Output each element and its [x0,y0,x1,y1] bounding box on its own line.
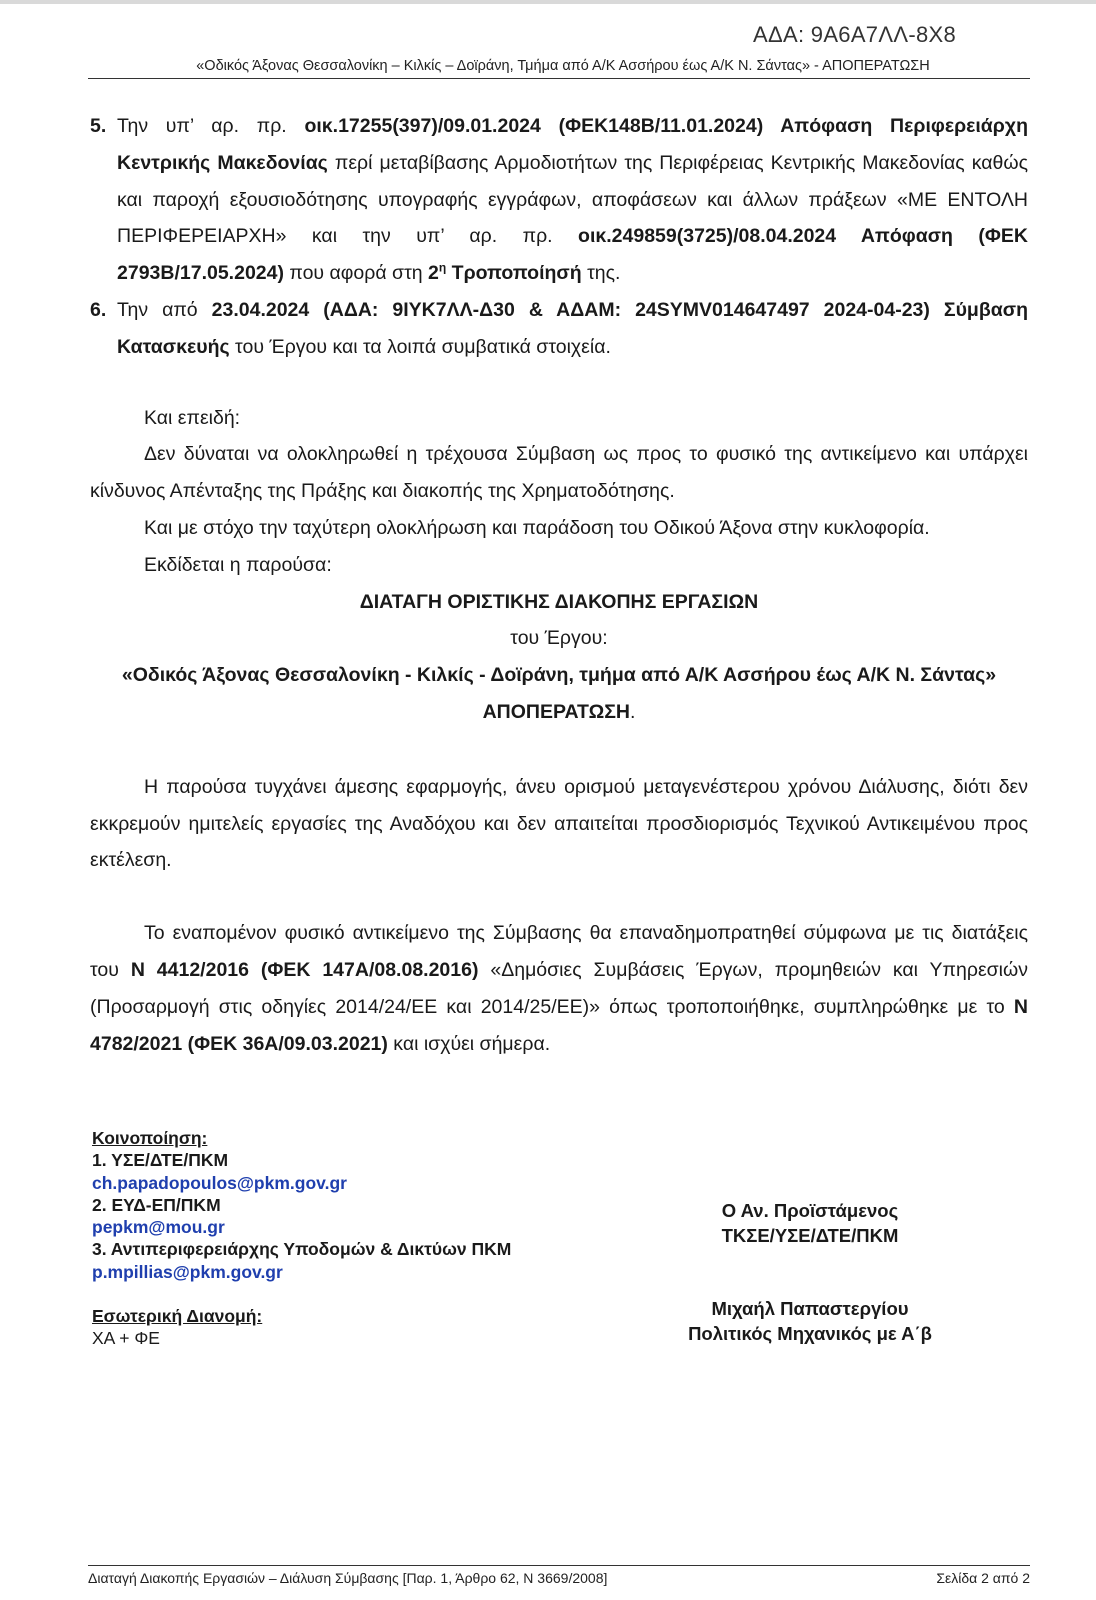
application-paragraph: Η παρούσα τυγχάνει άμεσης εφαρμογής, άνευ ορισμού μεταγενέστερου χρόνου Διάλυσης, διότι δεν εκκρεμούν ημιτελείς εργασίες της Αναδόχου και δεν απαιτείται προσδιορισμός Τεχνικού Αντικειμένου προς εκτέλεση. [90,775,1028,872]
footer-document-title: Διαταγή Διακοπής Εργασιών – Διάλυση Σύμβασης [Παρ. 1, Άρθρο 62, Ν 3669/2008] [88,1570,608,1586]
footer-divider [88,1565,1030,1566]
text-segment: και ισχύει σήμερα. [387,1032,551,1055]
bold-text-segment: Ν 4782/2021 (ΦΕΚ 36Α/09.03.2021) [90,995,1028,1055]
notification-heading: Κοινοποίηση: [92,1128,208,1148]
item-number: 6. [90,298,107,321]
project-name-end: . [630,700,636,723]
text-segment: περί μεταβίβασης Αρμοδιοτήτων της Περιφέρειας Κεντρικής Μακεδονίας καθώς και παροχή εξουσιοδότησης υπογραφής εγγράφων, αποφάσεων και άλλων πράξεων «ΜΕ ΕΝΤΟΛΗ ΠΕΡΙΦΕΡΕΙΑΡΧΗ» και την υπ’ αρ. πρ. [117,151,1028,248]
recipient-1: 1. ΥΣΕ/ΔΤΕ/ΠΚΜ [92,1150,229,1171]
bold-text-segment: η [438,260,447,275]
order-title: ΔΙΑΤΑΓΗ ΟΡΙΣΤΙΚΗΣ ΔΙΑΚΟΠΗΣ ΕΡΓΑΣΙΩΝ [359,590,759,613]
bold-text-segment: οικ.17255(397)/09.01.2024 (ΦΕΚ148Β/11.01.2024) Απόφαση Περιφερειάρχη Κεντρικής Μακεδονίας [117,115,1028,174]
item-text [117,292,1028,366]
list-item [90,108,1028,292]
document-body [90,108,1028,1062]
text-segment: της. [581,262,621,285]
list-item [90,292,1028,366]
recipient-3-email[interactable]: p.mpillias@pkm.gov.gr [92,1261,283,1282]
text-segment: Την από [117,298,212,321]
project-name: «Οδικός Άξονας Θεσσαλονίκη - Κιλκίς - Δοϊράνη, τμήμα από Α/Κ Ασσήρου έως Α/Κ Ν. Σάντας» ΑΠΟΠΕΡΑΤΩΣΗ [121,664,997,723]
recipient-3: 3. Αντιπεριφερειάρχης Υποδομών & Δικτύων ΠΚΜ [92,1239,512,1260]
internal-distribution-heading: Εσωτερική Διανομή: [92,1306,263,1327]
reauction-paragraph [90,915,1028,1062]
bold-text-segment: Τροποποίησή [446,262,582,285]
bold-text-segment: οικ.249859(3725)/08.04.2024 Απόφαση (ΦΕΚ 2793Β/17.05.2024) [117,225,1028,285]
header-subtitle: «Οδικός Άξονας Θεσσαλονίκη – Κιλκίς – Δοϊράνη, Τμήμα από Α/Κ Ασσήρου έως Α/Κ Ν. Σάντας» - ΑΠΟΠΕΡΑΤΩΣΗ [196,58,930,74]
signature-role-2: ΤΚΣΕ/ΥΣΕ/ΔΤΕ/ΠΚΜ [721,1225,899,1246]
recipient-2: 2. ΕΥΔ-ΕΠ/ΠΚΜ [92,1194,221,1215]
reason-paragraph-2: Και με στόχο την ταχύτερη ολοκλήρωση και παράδοση του Οδικού Άξονα στην κυκλοφορία. [144,516,930,539]
bold-text-segment: 2 [428,262,439,285]
recipient-2-email[interactable]: pepkm@mou.gr [92,1217,225,1238]
item-text [117,108,1028,292]
signature-role-1: Ο Αν. Προϊστάμενος [721,1200,899,1221]
issued-label: Εκδίδεται η παρούσα: [144,553,332,576]
signatory-title: Πολιτικός Μηχανικός με Α΄β [688,1323,932,1344]
of-project-label: του Έργου: [510,627,608,650]
signature-role-block [660,1198,960,1248]
text-segment: που αφορά στη [283,262,429,285]
ada-code: ΑΔΑ: 9Α6Α7ΛΛ-8Χ8 [753,22,956,47]
page-number: Σελίδα 2 από 2 [936,1570,1030,1586]
text-segment: του Έργου και τα λοιπά συμβατικά στοιχεία. [229,335,611,358]
page-footer [88,1570,1030,1586]
signatory-name: Μιχαήλ Παπαστεργίου [711,1298,909,1319]
item-number: 5. [90,115,107,137]
bold-text-segment: Ν 4412/2016 (ΦΕΚ 147Α/08.08.2016) [130,958,479,981]
text-segment: Το εναπομένον φυσικό αντικείμενο της Σύμβασης θα επαναδημοπρατηθεί σύμφωνα με τις διατάξεις του [90,922,1028,981]
reason-paragraph-1: Δεν δύναται να ολοκληρωθεί η τρέχουσα Σύμβαση ως προς το φυσικό της αντικείμενο και υπάρχει κίνδυνος Απένταξης της Πράξης και διακοπής της Χρηματοδότησης. [90,443,1028,503]
whereas-label: Και επειδή: [144,406,241,429]
internal-distribution-value: ΧΑ + ΦΕ [92,1328,160,1349]
header-divider [88,78,1030,79]
bold-text-segment: 23.04.2024 (ΑΔΑ: 9ΙΥΚ7ΛΛ-Δ30 & ΑΔΑΜ: 24SYMV014647497 2024-04-23) Σύμβαση Κατασκευής [117,298,1028,358]
recipient-1-email[interactable]: ch.papadopoulos@pkm.gov.gr [92,1172,347,1193]
text-segment: Την υπ’ αρ. πρ. [117,115,305,137]
top-edge [0,0,1096,4]
text-segment: «Δημόσιες Συμβάσεις Έργων, προμηθειών και Υπηρεσιών (Προσαρμογή στις οδηγίες 2014/24/ΕΕ και 2014/25/ΕΕ)» όπως τροποποιήθηκε, συμπληρώθηκε με το [90,958,1028,1018]
signature-name-block [660,1296,960,1346]
notification-block [92,1127,511,1350]
